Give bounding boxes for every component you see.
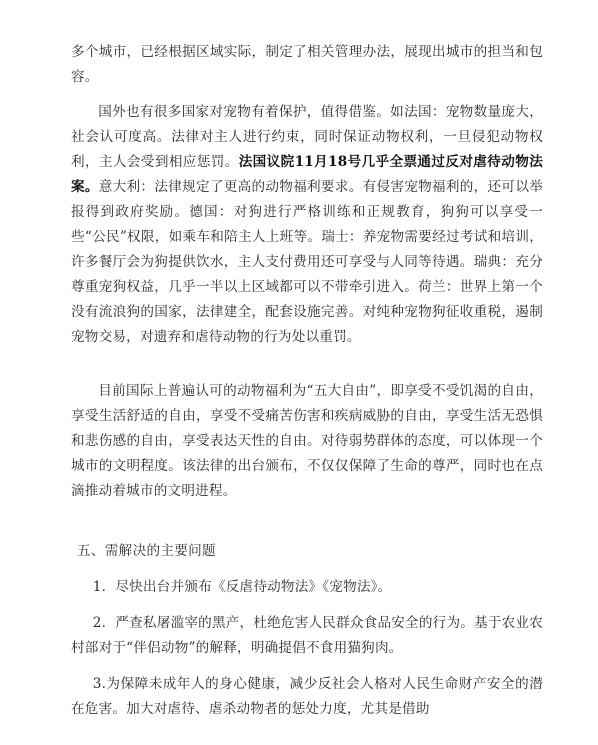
paragraph-text: 国外也有很多国家对宠物有着保护，值得借鉴。如法国：宠物数量庞大，社会认可度高。法律对主人进行约束，同时保证动物权利，一旦侵犯动物权利，主人会受到相应惩罚。 — [71, 104, 543, 170]
list-item-3 — [71, 672, 543, 722]
list-item-text: 2．严查私屠滥宰的黑产，杜绝危害人民群众食品安全的行为。基于农业农村部对于“伴侣动物”的解释，明确提倡不食用猫狗肉。 — [71, 615, 543, 656]
paragraph-text: 多个城市，已经根据区域实际，制定了相关管理办法，展现出城市的担当和包容。 — [71, 44, 543, 85]
paragraph-foreign-countries — [71, 100, 543, 350]
paragraph-text: 目前国际上普遍认可的动物福利为“五大自由”，即享受不受饥渴的自由，享受生活舒适的自由，享受不受痛苦伤害和疾病威胁的自由，享受生活无恐惧和悲伤感的自由，享受表达天性的自由。对待弱势群体的态度，可以体现一个城市的文明程度。该法律的出台颁布，不仅仅保障了生命的尊严，同时也在点滴推动着城市的文明进程。 — [71, 383, 543, 499]
list-item-2 — [71, 611, 543, 661]
list-item-text: 1．尽快出台并颁布《反虐待动物法》《宠物法》。 — [92, 579, 392, 595]
section-heading-5 — [71, 539, 549, 564]
paragraph-five-freedoms — [71, 379, 543, 504]
list-item-1 — [71, 575, 543, 600]
bold-highlight-france-law: 法国议院11月18号几乎全票通过反对虐待动物法案。 — [71, 154, 543, 195]
paragraph-intro-tail — [71, 40, 543, 90]
section-heading-text: 五、需解决的主要问题 — [77, 543, 216, 559]
list-item-text: 3.为保障未成年人的身心健康，减少反社会人格对人民生命财产安全的潜在危害。加大对虐待、虐杀动物者的惩处力度，尤其是借助 — [71, 676, 543, 717]
paragraph-text: 意大利：法律规定了更高的动物福利要求。有侵害宠物福利的，还可以举报得到政府奖励。德国：对狗进行严格训练和正规教育，狗狗可以享受一些“公民”权限，如乘车和陪主人上班等。瑞士：养宠物需要经过考试和培训，许多餐厅会为狗提供饮水，主人支付费用还可享受与人同等待遇。瑞典：充分尊重宠狗权益，几乎一半以上区域都可以不带牵引进入。荷兰：世界上第一个没有流浪狗的国家，法律建全，配套设施完善。对纯种宠物狗征收重税，遏制宠物交易，对遗弃和虐待动物的行为处以重罚。 — [71, 179, 543, 345]
